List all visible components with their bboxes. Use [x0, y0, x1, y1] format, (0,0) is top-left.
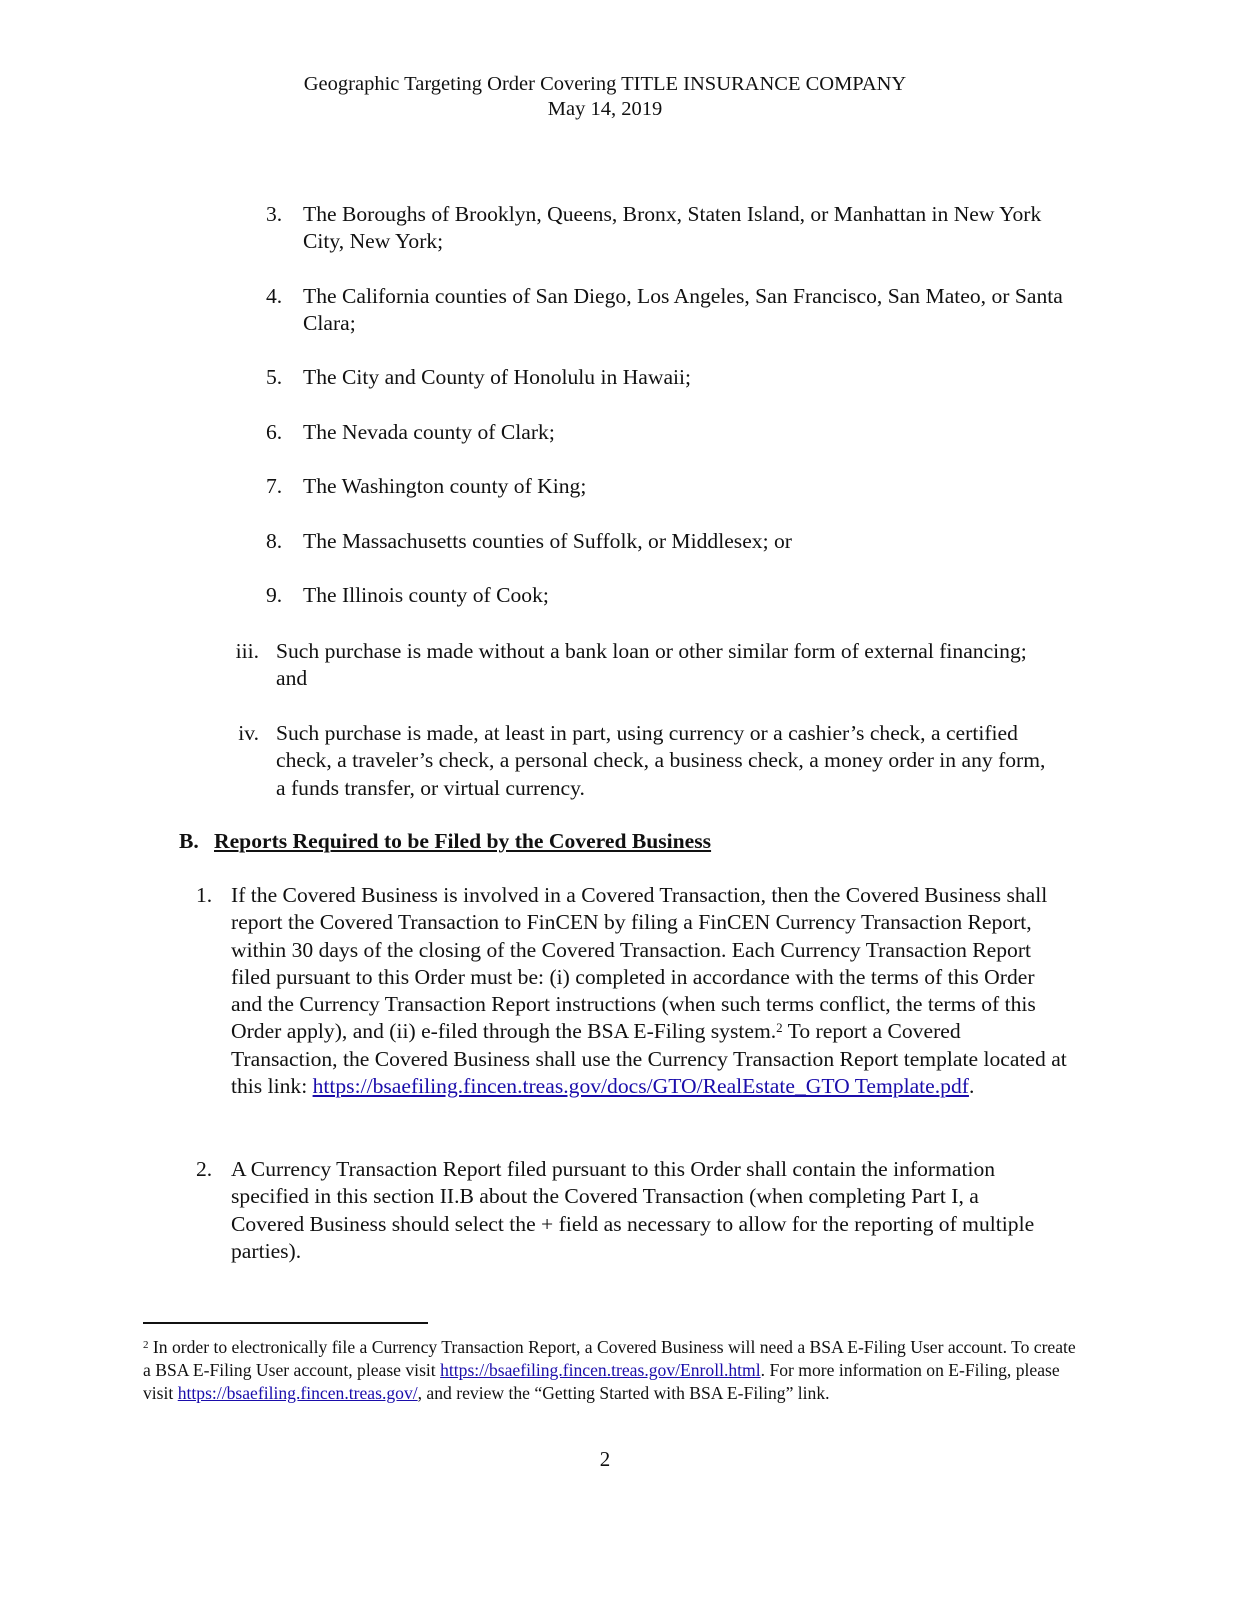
footnote: [143, 1336, 1083, 1404]
roman-item: Such purchase is made, at least in part, using currency or a cashier’s check, a certified check, a traveler’s check, a personal check, a business check, a money order in any form, a funds transfer, or virtual currency.: [276, 721, 1046, 800]
footnote-ref[interactable]: 2: [776, 1020, 783, 1036]
list-item-number: 5.: [266, 365, 283, 389]
footnote-text: In order to electronically file a Currency Transaction Report, a Covered Business will need a BSA E-Filing User account. To create a BSA E-Filing User account, please visit: [143, 1337, 1076, 1380]
gto-template-link[interactable]: https://bsaefiling.fincen.treas.gov/docs/GTO/RealEstate_GTO Template.pdf: [312, 1074, 969, 1099]
roman-item: Such purchase is made without a bank loan or other similar form of external financing; and: [276, 639, 1027, 691]
list-item: The Nevada county of Clark;: [303, 420, 555, 444]
list-item: The Illinois county of Cook;: [303, 583, 549, 607]
list-item-number: 9.: [266, 583, 283, 607]
list-item: The Boroughs of Brooklyn, Queens, Bronx, Staten Island, or Manhattan in New York City, New York;: [303, 202, 1042, 254]
paragraph-text: If the Covered Business is involved in a Covered Transaction, then the Covered Business shall report the Covered Transaction to FinCEN by filing a FinCEN Currency Transaction Report, within 30 days of the closing of the Covered Transaction. Each Currency Transaction Report filed pursuant to this Order must be: (i) completed in accordance with the terms of this Order and the Currency Transaction Report instructions (when such terms conflict, the terms of this Order apply), and (ii) e-filed through the BSA E-Filing system.: [231, 883, 1048, 1044]
paragraph-1: [231, 882, 1071, 1100]
paragraph-text: To report a Covered Transaction, the Covered Business shall use the Currency Transaction Report template located at this link:: [231, 1019, 1067, 1099]
list-item-number: 4.: [266, 284, 283, 308]
section-letter: B.: [179, 829, 199, 853]
header-date: May 14, 2019: [547, 98, 663, 120]
paragraph-number: 2.: [196, 1157, 213, 1181]
list-item: The City and County of Honolulu in Hawaii;: [303, 365, 692, 389]
header-title: Geographic Targeting Order Covering TITLE INSURANCE COMPANY: [303, 73, 907, 95]
paragraph-number: 1.: [196, 883, 213, 907]
footnote-text: , and review the “Getting Started with BSA E-Filing” link.: [417, 1382, 830, 1403]
list-item-number: 3.: [266, 202, 283, 226]
list-item: The Massachusetts counties of Suffolk, or Middlesex; or: [303, 529, 792, 553]
bsa-efiling-link[interactable]: https://bsaefiling.fincen.treas.gov/: [177, 1382, 418, 1403]
roman-item-number: iii.: [235, 639, 259, 663]
footnote-text: . For more information on E-Filing, please visit: [143, 1359, 1060, 1403]
list-item-number: 8.: [266, 529, 283, 553]
paragraph-2: A Currency Transaction Report filed pursuant to this Order shall contain the information specified in this section II.B about the Covered Transaction (when completing Part I, a Covered Business should select the + field as necessary to allow for the reporting of multiple parties).: [231, 1157, 1035, 1263]
footnote-divider: [143, 1322, 428, 1324]
section-heading: [214, 828, 1014, 855]
list-item-number: 7.: [266, 474, 283, 498]
list-item: The California counties of San Diego, Los Angeles, San Francisco, San Mateo, or Santa Clara;: [303, 284, 1063, 336]
section-title: Reports Required to be Filed by the Covered Business: [214, 829, 712, 853]
list-item-number: 6.: [266, 420, 283, 444]
enroll-link[interactable]: https://bsaefiling.fincen.treas.gov/Enroll.html: [440, 1359, 761, 1380]
roman-item-number: iv.: [238, 721, 259, 745]
list-item: The Washington county of King;: [303, 474, 587, 498]
paragraph-text: .: [968, 1074, 975, 1099]
page-number: 2: [599, 1447, 611, 1471]
footnote-number: 2: [143, 1339, 149, 1351]
